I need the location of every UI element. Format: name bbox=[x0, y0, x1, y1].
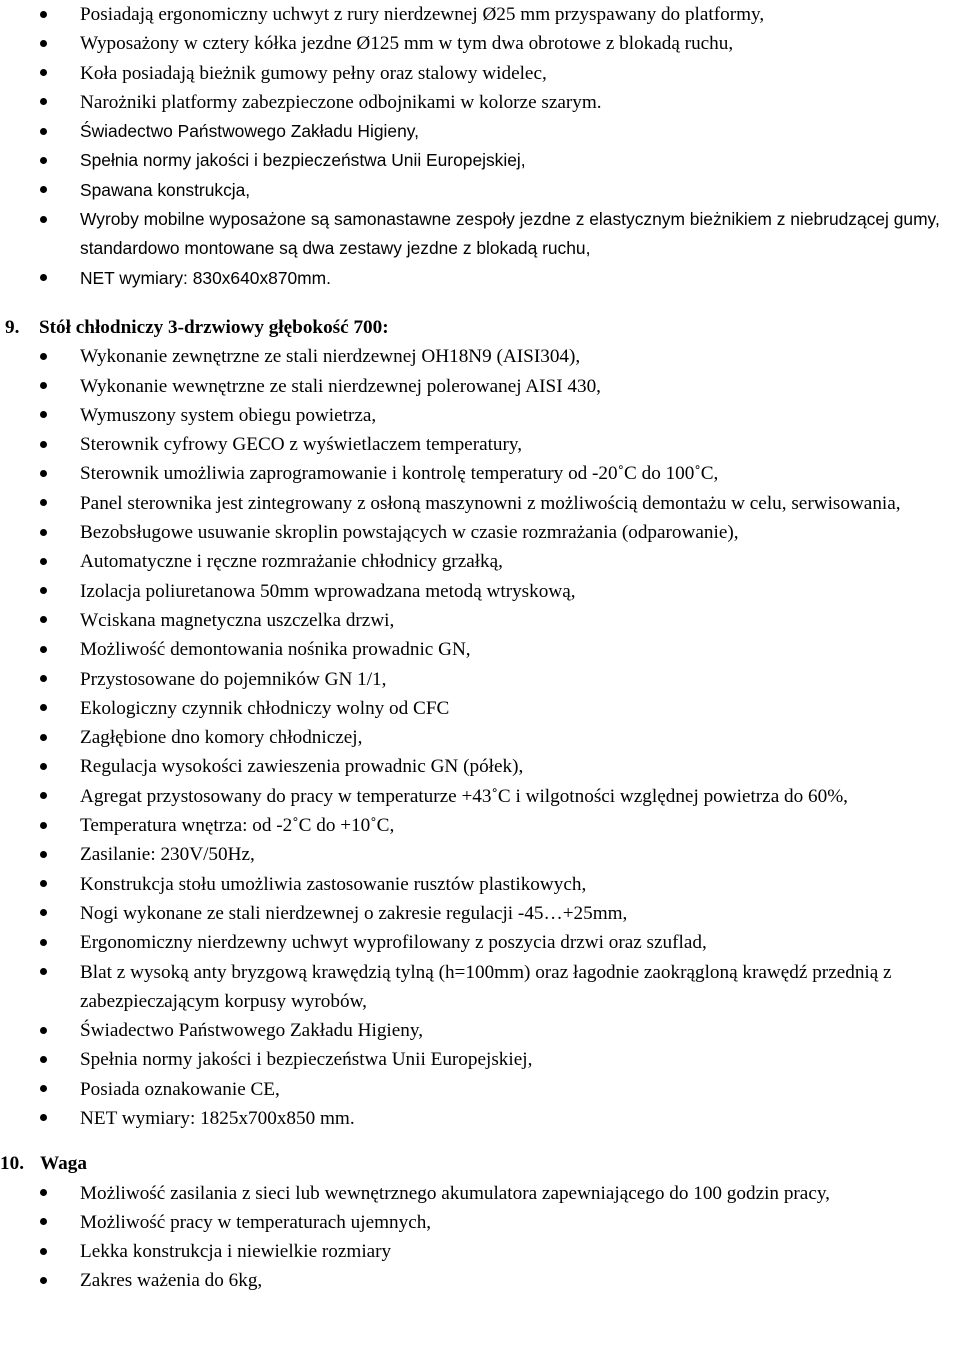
list-item: Możliwość pracy w temperaturach ujemnych, bbox=[0, 1208, 960, 1237]
list-item: Narożniki platformy zabezpieczone odbojnikami w kolorze szarym. bbox=[0, 88, 960, 117]
list-item: Wymuszony system obiegu powietrza, bbox=[0, 401, 960, 430]
list-item: Temperatura wnętrza: od -2˚C do +10˚C, bbox=[0, 811, 960, 840]
section-number: 10. bbox=[0, 1153, 24, 1175]
section-10-bullet-list bbox=[0, 1179, 960, 1296]
list-item: Regulacja wysokości zawieszenia prowadnic GN (półek), bbox=[0, 752, 960, 781]
list-item: Możliwość zasilania z sieci lub wewnętrznego akumulatora zapewniającego do 100 godzin pracy, bbox=[0, 1179, 960, 1208]
section-title: Stół chłodniczy 3-drzwiowy głębokość 700: bbox=[39, 316, 389, 338]
list-item: Bezobsługowe usuwanie skroplin powstających w czasie rozmrażania (odparowanie), bbox=[0, 518, 960, 547]
list-item: Agregat przystosowany do pracy w temperaturze +43˚C i wilgotności względnej powietrza do 60%, bbox=[0, 782, 960, 811]
section-heading-10 bbox=[0, 1149, 960, 1178]
section-title: Waga bbox=[40, 1153, 87, 1175]
list-item: Posiadają ergonomiczny uchwyt z rury nierdzewnej Ø25 mm przyspawany do platformy, bbox=[0, 0, 960, 29]
list-item: Wciskana magnetyczna uszczelka drzwi, bbox=[0, 606, 960, 635]
list-item: Automatyczne i ręczne rozmrażanie chłodnicy grzałką, bbox=[0, 547, 960, 576]
list-item: Koła posiadają bieżnik gumowy pełny oraz stalowy widelec, bbox=[0, 59, 960, 88]
list-item: Wyroby mobilne wyposażone są samonastawne zespoły jezdne z elastycznym bieżnikiem z niebrudzącej gumy, standardowo montowane są dwa zestawy jezdne z blokadą ruchu, bbox=[0, 205, 960, 264]
list-item: Sterownik cyfrowy GECO z wyświetlaczem temperatury, bbox=[0, 430, 960, 459]
list-item: Blat z wysoką anty bryzgową krawędzią tylną (h=100mm) oraz łagodnie zaokrągloną krawędź przednią z zabezpieczającym korpusy wyrobów, bbox=[0, 958, 960, 1017]
list-item: Możliwość demontowania nośnika prowadnic GN, bbox=[0, 635, 960, 664]
list-item: NET wymiary: 1825x700x850 mm. bbox=[0, 1104, 960, 1133]
list-item: Zagłębione dno komory chłodniczej, bbox=[0, 723, 960, 752]
list-item: Posiada oznakowanie CE, bbox=[0, 1075, 960, 1104]
list-item: Wykonanie wewnętrzne ze stali nierdzewnej polerowanej AISI 430, bbox=[0, 372, 960, 401]
list-item: Spawana konstrukcja, bbox=[0, 176, 960, 205]
list-item: Konstrukcja stołu umożliwia zastosowanie rusztów plastikowych, bbox=[0, 870, 960, 899]
list-item: Spełnia normy jakości i bezpieczeństwa Unii Europejskiej, bbox=[0, 1045, 960, 1074]
list-item: Świadectwo Państwowego Zakładu Higieny, bbox=[0, 1016, 960, 1045]
list-item: Zasilanie: 230V/50Hz, bbox=[0, 840, 960, 869]
list-item: Sterownik umożliwia zaprogramowanie i kontrolę temperatury od -20˚C do 100˚C, bbox=[0, 459, 960, 488]
list-item: Nogi wykonane ze stali nierdzewnej o zakresie regulacji -45…+25mm, bbox=[0, 899, 960, 928]
list-item: Spełnia normy jakości i bezpieczeństwa Unii Europejskiej, bbox=[0, 146, 960, 175]
top-bullet-list bbox=[0, 0, 960, 117]
list-item: Izolacja poliuretanowa 50mm wprowadzana metodą wtryskową, bbox=[0, 577, 960, 606]
list-item: Ergonomiczny nierdzewny uchwyt wyprofilowany z poszycia drzwi oraz szuflad, bbox=[0, 928, 960, 957]
list-item: Świadectwo Państwowego Zakładu Higieny, bbox=[0, 117, 960, 146]
list-item: NET wymiary: 830x640x870mm. bbox=[0, 264, 960, 293]
list-item: Ekologiczny czynnik chłodniczy wolny od CFC bbox=[0, 694, 960, 723]
section-9-bullet-list bbox=[0, 342, 960, 1133]
top-bullet-list-sans bbox=[0, 117, 960, 293]
list-item: Wyposażony w cztery kółka jezdne Ø125 mm w tym dwa obrotowe z blokadą ruchu, bbox=[0, 29, 960, 58]
list-item: Panel sterownika jest zintegrowany z osłoną maszynowni z możliwością demontażu w celu, serwisowania, bbox=[0, 489, 960, 518]
list-item: Zakres ważenia do 6kg, bbox=[0, 1266, 960, 1295]
top-list-section bbox=[0, 0, 960, 117]
top-list-section-sans bbox=[0, 117, 960, 293]
list-item: Przystosowane do pojemników GN 1/1, bbox=[0, 665, 960, 694]
list-item: Lekka konstrukcja i niewielkie rozmiary bbox=[0, 1237, 960, 1266]
section-number: 9. bbox=[5, 316, 20, 338]
list-item: Wykonanie zewnętrzne ze stali nierdzewnej OH18N9 (AISI304), bbox=[0, 342, 960, 371]
section-heading-9 bbox=[0, 313, 960, 342]
